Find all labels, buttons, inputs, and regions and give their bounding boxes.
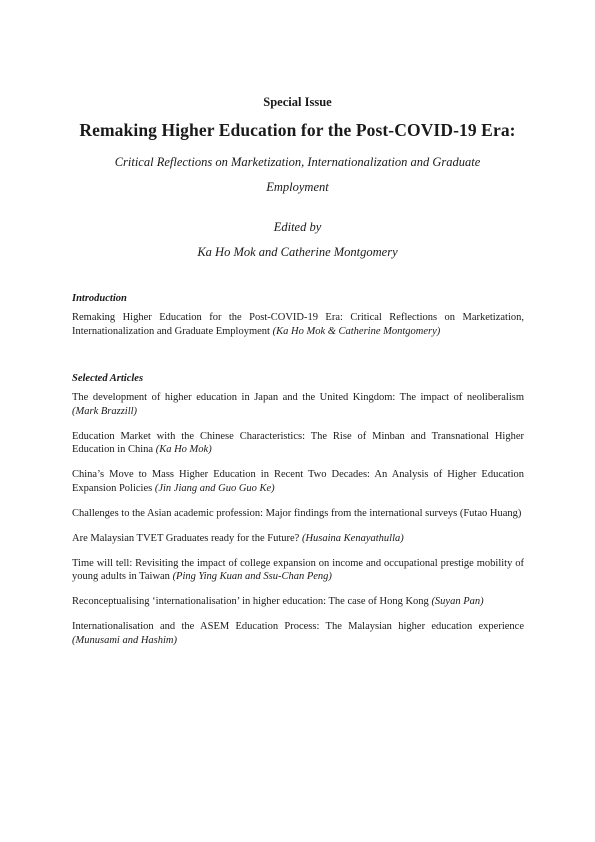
introduction-item (72, 311, 524, 338)
item-authors: (Jin Jiang and Guo Guo Ke) (154, 482, 275, 494)
article-item (72, 430, 524, 457)
article-item (72, 620, 524, 647)
introduction-section (72, 293, 524, 350)
item-authors: (Husaina Kenayathulla) (301, 532, 404, 544)
item-title: The development of higher education in Japan and the United Kingdom: The impact of neoliberalism (72, 392, 524, 403)
item-authors: (Ka Ho Mok & Catherine Montgomery) (272, 325, 441, 337)
introduction-heading: Introduction (72, 293, 127, 304)
item-title: China’s Move to Mass Higher Education in Recent Two Decades: An Analysis of Higher Education Expansion Policies (72, 469, 524, 494)
special-issue-label: Special Issue (263, 95, 332, 109)
edited-by-label: Edited by (273, 220, 322, 234)
selected-articles-heading: Selected Articles (72, 373, 144, 384)
article-item (72, 468, 524, 495)
article-item (72, 391, 524, 418)
item-title: Challenges to the Asian academic profession: Major findings from the international surveys (Futao Huang) (72, 507, 522, 519)
item-title: Time will tell: Revisiting the impact of college expansion on income and occupational prestige mobility of young adults in Taiwan (72, 557, 524, 582)
item-title: Remaking Higher Education for the Post-COVID-19 Era: Critical Reflections on Marketization, Internationalization and Graduate Employment (72, 312, 524, 337)
item-authors: (Ping Ying Kuan and Ssu-Chan Peng) (172, 571, 332, 582)
item-authors: (Mark Brazzill) (72, 405, 138, 417)
editors-names: Ka Ho Mok and Catherine Montgomery (197, 245, 398, 259)
article-item (72, 595, 524, 609)
article-item (72, 557, 524, 584)
item-title: Reconceptualising ‘internationalisation’ in higher education: The case of Hong Kong (72, 596, 429, 607)
item-title: Education Market with the Chinese Characteristics: The Rise of Minban and Transnational Higher Education in China (72, 430, 524, 455)
item-title: Internationalisation and the ASEM Education Process: The Malaysian higher education experience (72, 621, 524, 632)
article-item (72, 507, 524, 521)
item-authors: (Suyan Pan) (431, 596, 484, 607)
article-item (72, 532, 524, 546)
issue-title: Remaking Higher Education for the Post-COVID-19 Era: (79, 120, 516, 140)
item-authors: (Ka Ho Mok) (155, 444, 212, 455)
item-title: Are Malaysian TVET Graduates ready for the Future? (72, 532, 300, 544)
issue-subtitle: Critical Reflections on Marketization, Internationalization and Graduate Employment (114, 155, 481, 194)
selected-articles-section (72, 373, 524, 659)
item-authors: (Munusami and Hashim) (72, 634, 177, 646)
